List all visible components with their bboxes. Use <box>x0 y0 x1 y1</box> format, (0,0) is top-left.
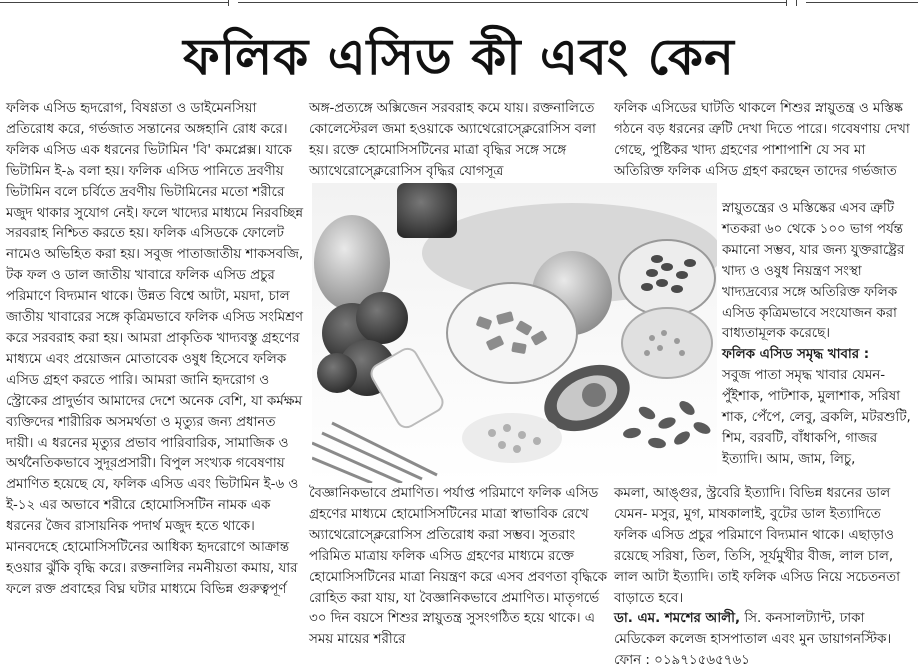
food-image <box>312 183 717 483</box>
column-3-wrap-text: স্নায়ুতন্ত্রের ও মস্তিষ্কের এসব ত্রুটি শতকরা ৬০ থেকে ১০০ ভাগ পর্যন্ত কমানো সম্ভব, যার জন্য যুক্তরাষ্ট্রের খাদ্য ও ওষুধ নিয়ন্ত্রণ সংস্থা খাদ্যদ্রব্যের সঙ্গে অতিরিক্ত ফলিক এসিড কৃত্রিমভাবে সংযোজন করা বাধ্যতামূলক করেছে। <box>722 201 905 342</box>
column-3-top-text: ফলিক এসিডের ঘাটতি থাকলে শিশুর স্নায়ুতন্ত্র ও মস্তিষ্ক গঠনে বড় ধরনের ত্রুটি দেখা দিতে পারে। গবেষণায় দেখা গেছে, পুষ্টিকর খাদ্য গ্রহণের পাশাপাশি যে সব মা অতিরিক্ত ফলিক এসিড গ্রহণ করছেন তাদের গর্ভজাত <box>614 101 910 179</box>
column-2-bottom <box>309 484 609 651</box>
author-byline <box>614 609 914 672</box>
column-3-bottom-text: কমলা, আঙ্গুর, স্ট্রবেরি ইত্যাদি। বিভিন্ন ধরনের ডাল যেমন- মসুর, মুগ, মাষকালাই, বুটের ডাল ইত্যাদিতে ফলিক এসিড প্রচুর পরিমাণে বিদ্যমান থাকে। এছাড়াও রয়েছে সরিষা, তিল, তিসি, সূর্যমুখীর বীজ, লাল চাল, লাল আটা ইত্যাদি। তাই ফলিক এসিড নিয়ে সচেতনতা বাড়াতে হবে। <box>614 486 900 606</box>
food-subheading: ফলিক এসিড সমৃদ্ধ খাবার : <box>722 347 870 363</box>
column-1-text: ফলিক এসিড হৃদরোগ, বিষণ্ণতা ও ডাইমেনসিয়া প্রতিরোধ করে, গর্ভজাত সন্তানের অঙ্গহানি রোধ করে। ফলিক এসিড এক ধরনের ভিটামিন 'বি' কমপ্লেক্স। যাকে ভিটামিন ই-৯ বলা হয়। ফলিক এসিড পানিতে দ্রবণীয় ভিটামিন বলে চর্বিতে দ্রবণীয় ভিটামিনের মতো শরীরে মজুদ থাকার সুযোগ নেই। ফলে খাদ্যের মাধ্যমে নিরবচ্ছিন্ন সরবরাহ নিশ্চিত করতে হয়। ফলিক এসিডকে ফোলেট নামেও অভিহিত করা হয়। সবুজ পাতাজাতীয় শাকসবজি, টক ফল ও ডাল জাতীয় খাবারে ফলিক এসিড প্রচুর পরিমাণে বিদ্যমান থাকে। উন্নত বিশ্বে আটা, ময়দা, চাল জাতীয় খাবারের সঙ্গে কৃত্রিমভাবে ফলিক এসিড সংমিশ্রণ করে সরবরাহ করা হয়। আমরা প্রাকৃতিক খাদ্যবস্তু গ্রহণের মাধ্যমে এবং প্রয়োজন মোতাবেক ওষুধ হিসেবে ফলিক এসিড গ্রহণ করতে পারি। আমরা জানি হৃদরোগ ও স্ট্রোকের প্রাদুর্ভাব আমাদের দেশে অনেক বেশি, যা কর্মক্ষম ব্যক্তিদের শারীরিক অসমর্থতা ও মৃত্যুর জন্য প্রধানত দায়ী। এ ধরনের মৃত্যুর প্রভাব পারিবারিক, সামাজিক ও অর্থনৈতিকভাবে সুদূরপ্রসারী। বিপুল সংখ্যক গবেষণায় প্রমাণিত হয়েছে যে, ফলিক এসিড এবং ভিটামিন ই-৬ ও ই-১২ এর অভাবে শরীরে হোমোসিসটিন নামক এক ধরনের জৈব রাসায়নিক পদার্থ মজুদ হতে থাকে। মানবদেহে হোমোসিসটিনের আধিক্য হৃদরোগে আক্রান্ত হওয়ার ঝুঁকি বৃদ্ধি করে। রক্তনালির নমনীয়তা কমায়, যার ফলে রক্ত প্রবাহের বিঘ্ন ঘটার মাধ্যমে বিভিন্ন গুরুত্বপূর্ণ <box>6 101 304 597</box>
column-2-top <box>309 99 605 183</box>
column-3-wrap <box>722 199 916 471</box>
author-title: সি. কনসালট্যান্ট, ঢাকা মেডিকেল কলেজ হাসপাতাল এবং মুন ডায়াগনস্টিক। ফোন : ০১৯৭১৫৬৫৭৬১ <box>614 611 892 669</box>
top-border-rule <box>0 0 918 6</box>
article-headline: ফলিক এসিড কী এবং কেন <box>183 28 735 86</box>
column-2-top-text: অঙ্গ-প্রত্যঙ্গে অক্সিজেন সরবরাহ কমে যায়। রক্তনালিতে কোলেস্টেরল জমা হওয়াকে অ্যাথেরোস্ক্লেরোসিস বলা হয়। রক্তে হোমোসিসটিনের মাত্রা বৃদ্ধির সঙ্গে সঙ্গে অ্যাথেরোস্ক্লেরোসিস বৃদ্ধির যোগসূত্র <box>309 101 596 179</box>
author-name: ডা. এম. শমশের আলী, <box>614 611 741 627</box>
food-list-text: সবুজ পাতা সমৃদ্ধ খাবার যেমন- পুঁইশাক, পাটশাক, মুলাশাক, সরিষা শাক, পেঁপে, লেবু, ব্রকলি, মটরশুটি, শিম, বরবটি, বাঁধাকপি, গাজর ইত্যাদি। আম, জাম, লিচু, <box>722 368 911 467</box>
folate-foods-photo <box>312 183 717 483</box>
column-2-bottom-text: বৈজ্ঞানিকভাবে প্রমাণিত। পর্যাপ্ত পরিমাণে ফলিক এসিড গ্রহণের মাধ্যমে হোমোসিসটিনের মাত্রা স্বাভাবিক রেখে অ্যাথেরোস্ক্লেরোসিস প্রতিরোধ করা সম্ভব। সুতরাং পরিমিত মাত্রায় ফলিক এসিড গ্রহণের মাধ্যমে রক্তে হোমোসিসটিনের মাত্রা নিয়ন্ত্রণ করে এসব প্রবণতা বৃদ্ধিকে রোহিত করা যায়, যা বৈজ্ঞানিকভাবে প্রমাণিত। মাতৃগর্ভে ৩০ দিন বয়সে শিশুর স্নায়ুতন্ত্র সুসংগঠিত হয়ে থাকে। এ সময় মায়ের শরীরে <box>309 486 608 648</box>
column-1 <box>6 99 304 601</box>
column-3-bottom <box>614 484 914 672</box>
